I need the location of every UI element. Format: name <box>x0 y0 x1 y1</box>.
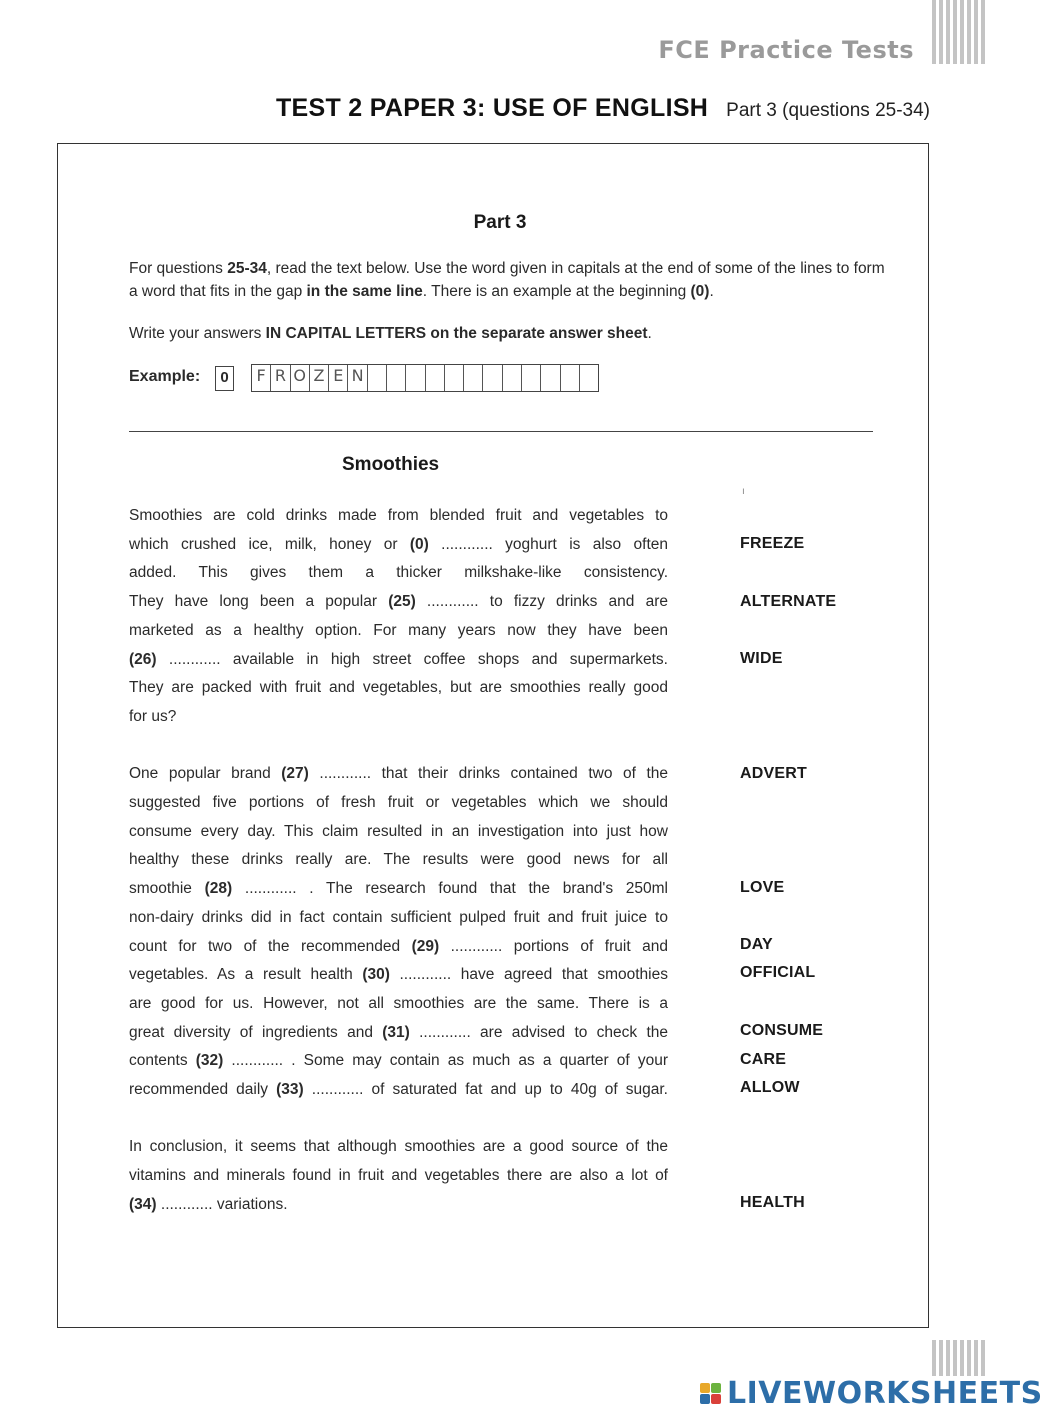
gap-number-26: (26) <box>129 650 157 668</box>
letter-cell: N <box>348 365 367 391</box>
text-line: which crushed ice, milk, honey or (0) ............ yoghurt is also often <box>129 535 668 553</box>
gap-number-25: (25) <box>388 593 416 611</box>
test-subtitle: Part 3 (questions 25-34) <box>726 100 930 121</box>
text-line: (26) ............ available in high street coffee shops and supermarkets. <box>129 650 668 668</box>
stem-word-34: HEALTH <box>740 1194 805 1211</box>
stem-word-29: DAY <box>740 936 773 953</box>
liveworksheets-logo[interactable] <box>700 1376 1043 1411</box>
section-divider <box>129 431 873 432</box>
stem-word-25: ALTERNATE <box>740 593 837 610</box>
text-line: They have long been a popular (25) ............ to fizzy drinks and are <box>129 593 668 611</box>
paragraph-2 <box>129 760 668 1104</box>
text-line: (34) ............ variations. <box>129 1195 288 1213</box>
text-line: non-dairy drinks did in fact contain sufficient pulped fruit and fruit juice to <box>129 908 668 926</box>
logo-text: LIVEWORKSHEETS <box>727 1376 1043 1411</box>
letter-cell: O <box>291 365 310 391</box>
gap-number-0: (0) <box>409 535 429 553</box>
stem-word-33: ALLOW <box>740 1079 800 1096</box>
text-line: They are packed with fruit and vegetables, but are smoothies really good <box>129 679 668 697</box>
test-title: TEST 2 PAPER 3: USE OF ENGLISH <box>275 94 709 122</box>
letter-cell: E <box>329 365 348 391</box>
stem-word-26: WIDE <box>740 650 783 667</box>
letter-cell <box>368 365 387 391</box>
text-line: vitamins and minerals found in fruit and vegetables there are also a lot of <box>129 1167 668 1185</box>
letter-cell <box>406 365 425 391</box>
text-line: suggested five portions of fresh fruit or vegetables which we should <box>129 794 668 812</box>
paragraph-3 <box>129 1133 668 1219</box>
stem-word-31: CONSUME <box>740 1022 824 1039</box>
gap-number-30: (30) <box>362 966 390 984</box>
text-line: consume every day. This claim resulted in an investigation into just how <box>129 822 668 840</box>
gap-number-34: (34) <box>129 1195 157 1213</box>
text-line: smoothie (28) ............ . The research found that the brand's 250ml <box>129 880 669 898</box>
letter-cell <box>580 365 598 391</box>
answer-instruction: Write your answers IN CAPITAL LETTERS on the separate answer sheet. <box>129 325 652 342</box>
stem-word-27: ADVERT <box>740 765 807 782</box>
text-line: added. This gives them a thicker milkshake-like consistency. <box>129 564 668 582</box>
text-line: In conclusion, it seems that although smoothies are a good source of the <box>129 1138 668 1156</box>
text-line: for us? <box>129 707 177 725</box>
stem-word-30: OFFICIAL <box>740 964 816 981</box>
text-line: count for two of the recommended (29) ............ portions of fruit and <box>129 937 668 955</box>
letter-cell: R <box>271 365 290 391</box>
text-line: vegetables. As a result health (30) ............ have agreed that smoothies <box>129 966 668 984</box>
logo-square <box>711 1394 721 1404</box>
letter-cell: Z <box>310 365 329 391</box>
stem-word-28: LOVE <box>740 879 785 896</box>
page-edge-marks-bottom <box>932 1340 985 1376</box>
logo-square <box>700 1394 710 1404</box>
gap-number-29: (29) <box>411 937 440 955</box>
paragraph-1 <box>129 502 668 732</box>
gap-number-32: (32) <box>195 1052 224 1070</box>
logo-square <box>700 1383 710 1393</box>
text-line: contents (32) ............ . Some may contain as much as a quarter of your <box>129 1052 669 1070</box>
letter-cell <box>561 365 580 391</box>
running-head: FCE Practice Tests <box>658 36 914 64</box>
text-line: healthy these drinks really are. The results were good news for all <box>129 851 668 869</box>
example-number-box: 0 <box>215 366 234 391</box>
stem-word-0: FREEZE <box>740 535 805 552</box>
stem-word-32: CARE <box>740 1051 787 1068</box>
text-line: Smoothies are cold drinks made from blended fruit and vegetables to <box>129 507 668 524</box>
letter-cell <box>445 365 464 391</box>
letter-cell <box>426 365 445 391</box>
text-line: marketed as a healthy option. For many years now they have been <box>129 621 668 639</box>
logo-square <box>711 1383 721 1393</box>
text-line: One popular brand (27) ............ that their drinks contained two of the <box>129 765 668 783</box>
text-line: great diversity of ingredients and (31) ............ are advised to check the <box>129 1023 669 1041</box>
text-line: recommended daily (33) ............ of saturated fat and up to 40g of sugar. <box>129 1081 668 1099</box>
example-answer-boxes <box>251 364 599 392</box>
letter-cell <box>522 365 541 391</box>
example-label: Example: <box>129 368 201 385</box>
letter-cell <box>541 365 560 391</box>
instruction-paragraph: For questions 25-34, read the text below. Use the word given in capitals at the end of some of the lines to form a word that fits in the gap in the same line. There is an example at the beginning (0). <box>129 260 885 300</box>
text-line: are good for us. However, not all smoothies are the same. There is a <box>129 994 668 1012</box>
text-title: Smoothies <box>342 454 440 475</box>
gap-number-28: (28) <box>204 880 233 898</box>
gap-number-31: (31) <box>382 1023 410 1041</box>
letter-cell <box>503 365 522 391</box>
letter-cell <box>464 365 483 391</box>
stray-mark: ı <box>742 486 745 497</box>
gap-number-27: (27) <box>281 765 309 783</box>
letter-cell <box>483 365 502 391</box>
part-heading: Part 3 <box>473 212 527 233</box>
letter-cell <box>387 365 406 391</box>
gap-number-33: (33) <box>276 1081 304 1099</box>
letter-cell: F <box>252 365 271 391</box>
test-header <box>276 94 930 123</box>
reading-text <box>129 502 668 1220</box>
logo-mark-icon <box>700 1383 721 1404</box>
page-edge-marks-top <box>932 0 985 64</box>
